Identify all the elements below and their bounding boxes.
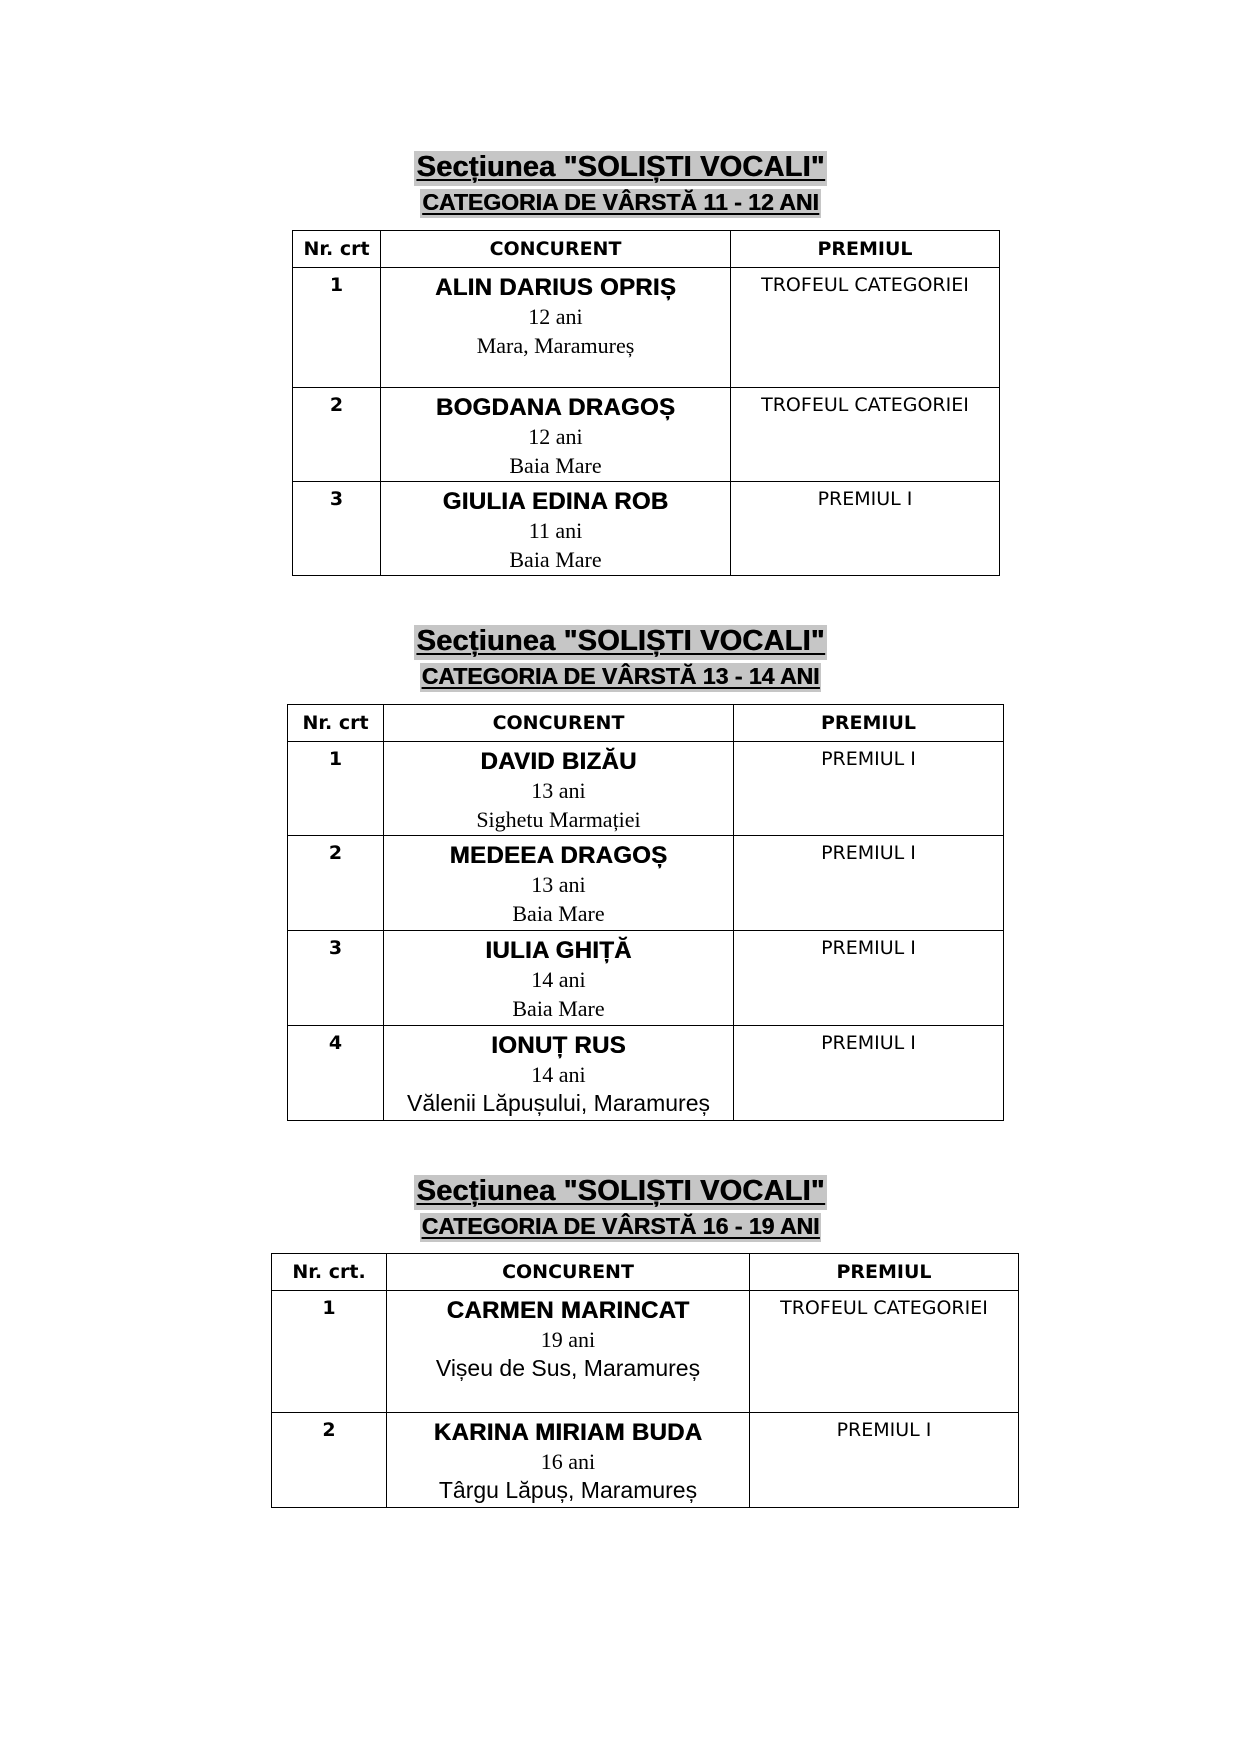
header-concurent: CONCURENT [387,1254,750,1291]
contestant-cell [384,931,734,1026]
row-number: 1 [288,742,384,836]
prize-cell: PREMIUL I [734,742,1004,836]
row-number: 3 [293,482,381,576]
contestant-location: Baia Mare [509,453,602,478]
table-row [272,1291,1019,1413]
category-title: CATEGORIA DE VÂRSTĂ 13 - 14 ANI [420,663,822,692]
contestant-age: 16 ani [540,1449,596,1474]
contestant-location: Mara, Maramureș [476,333,635,358]
contestant-age: 12 ani [528,304,583,329]
category-title: CATEGORIA DE VÂRSTĂ 11 - 12 ANI [420,189,821,218]
results-table-1 [292,230,1000,576]
contestant-location: Sighetu Marmației [476,807,641,832]
section-1 [0,151,1241,218]
contestant-cell [384,1026,734,1121]
header-nr: Nr. crt. [272,1254,387,1291]
contestant-cell [384,742,734,836]
row-number: 2 [293,388,381,482]
contestant-age: 13 ani [531,778,586,803]
section-title: Secțiunea "SOLIȘTI VOCALI" [414,1175,826,1210]
results-table-2 [287,704,1004,1121]
contestant-location: Baia Mare [509,547,602,572]
contestant-age: 13 ani [531,872,586,897]
prize-cell: TROFEUL CATEGORIEI [731,388,1000,482]
table-row [293,268,1000,388]
contestant-name: IULIA GHIȚĂ [485,937,632,964]
contestant-age: 19 ani [540,1327,596,1352]
contestant-cell [387,1291,750,1413]
prize-cell: PREMIUL I [750,1413,1019,1508]
table-header-row [288,705,1004,742]
contestant-name: DAVID BIZĂU [480,748,637,775]
contestant-age: 12 ani [528,424,583,449]
row-number: 3 [288,931,384,1026]
table-row [288,836,1004,931]
contestant-name: ALIN DARIUS OPRIȘ [434,274,677,301]
contestant-cell [387,1413,750,1508]
header-nr: Nr. crt [288,705,384,742]
header-concurent: CONCURENT [381,231,731,268]
header-premiul: PREMIUL [750,1254,1019,1291]
contestant-cell [381,268,731,388]
contestant-name: KARINA MIRIAM BUDA [433,1419,703,1446]
table-row [288,742,1004,836]
contestant-age: 11 ani [528,518,583,543]
section-3 [0,1175,1241,1242]
table-row [293,482,1000,576]
contestant-age: 14 ani [531,967,586,992]
prize-cell: PREMIUL I [734,836,1004,931]
contestant-location: Baia Mare [512,996,605,1021]
prize-cell: PREMIUL I [731,482,1000,576]
row-number: 2 [288,836,384,931]
contestant-name: IONUȚ RUS [491,1032,626,1059]
contestant-name: MEDEEA DRAGOȘ [449,842,668,869]
header-nr: Nr. crt [293,231,381,268]
prize-cell: PREMIUL I [734,1026,1004,1121]
table-row [293,388,1000,482]
row-number: 1 [272,1291,387,1413]
prize-cell: TROFEUL CATEGORIEI [731,268,1000,388]
table-row [288,1026,1004,1121]
contestant-name: GIULIA EDINA ROB [442,488,669,515]
contestant-cell [381,482,731,576]
table-row [288,931,1004,1026]
header-premiul: PREMIUL [731,231,1000,268]
prize-cell: PREMIUL I [734,931,1004,1026]
contestant-age: 14 ani [531,1062,586,1087]
header-concurent: CONCURENT [384,705,734,742]
contestant-cell [384,836,734,931]
section-title: Secțiunea "SOLIȘTI VOCALI" [414,151,826,186]
contestant-name: CARMEN MARINCAT [446,1297,690,1324]
results-table-3 [271,1253,1019,1508]
row-number: 4 [288,1026,384,1121]
table-header-row [272,1254,1019,1291]
contestant-location: Vișeu de Sus, Maramureș [435,1355,701,1381]
contestant-name: BOGDANA DRAGOȘ [435,394,676,421]
contestant-cell [381,388,731,482]
section-2 [0,625,1241,692]
category-title: CATEGORIA DE VÂRSTĂ 16 - 19 ANI [420,1213,822,1242]
row-number: 1 [293,268,381,388]
table-row [272,1413,1019,1508]
contestant-location: Vălenii Lăpușului, Maramureș [407,1090,710,1116]
contestant-location: Baia Mare [512,901,605,926]
contestant-location: Târgu Lăpuș, Maramureș [438,1477,698,1503]
row-number: 2 [272,1413,387,1508]
table-header-row [293,231,1000,268]
header-premiul: PREMIUL [734,705,1004,742]
prize-cell: TROFEUL CATEGORIEI [750,1291,1019,1413]
section-title: Secțiunea "SOLIȘTI VOCALI" [414,625,826,660]
